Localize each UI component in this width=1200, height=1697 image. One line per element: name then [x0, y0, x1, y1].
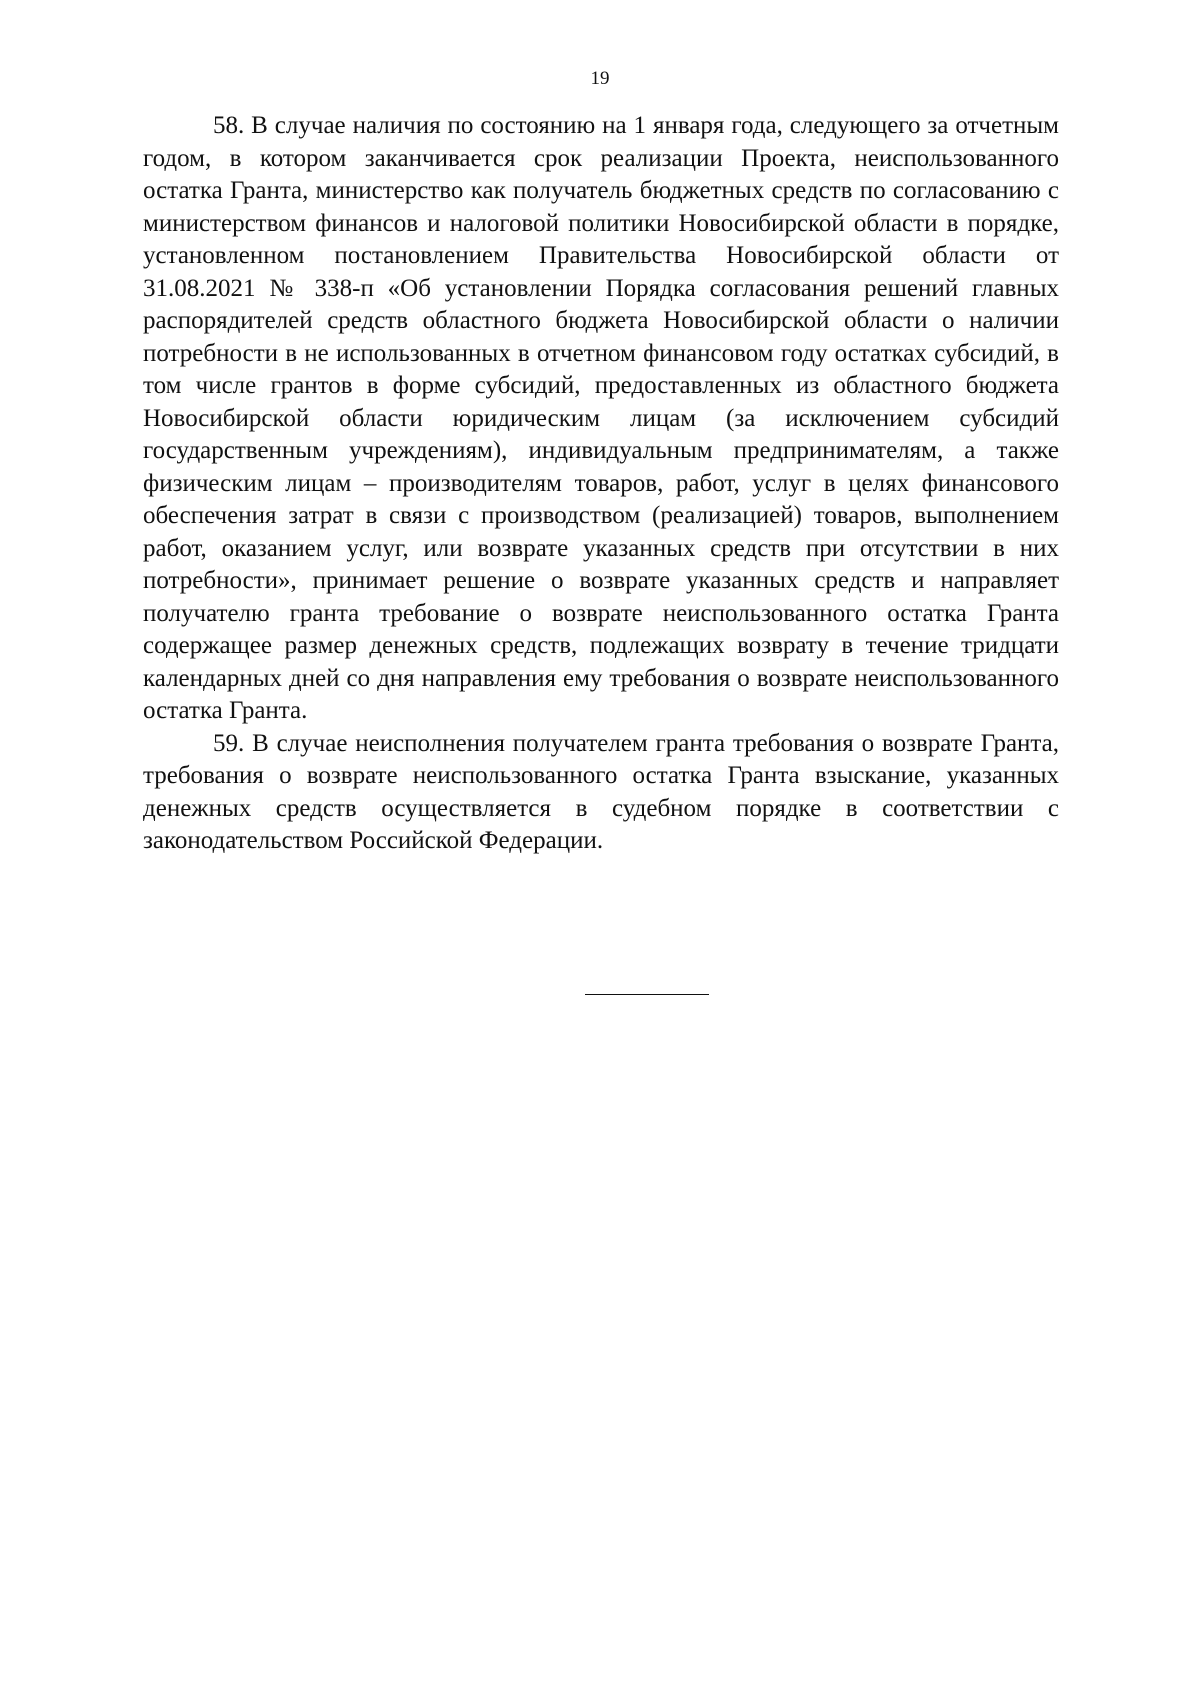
- paragraph-59: 59. В случае неисполнения получателем гранта требования о возврате Гранта, требования о возврате неиспользованного остатка Гранта взыскание, указанных денежных средств осуществляется в судебном порядке в соответствии с законодательством Российской Федерации.: [143, 729, 1059, 854]
- page-number: 19: [590, 68, 610, 89]
- document-body: [143, 110, 1059, 858]
- paragraph-58: 58. В случае наличия по состоянию на 1 января года, следующего за отчетным годом, в котором заканчивается срок реализации Проекта, неиспользованного остатка Гранта, министерство как получатель бюджетных средств по согласованию с министерством финансов и налоговой политики Новосибирской области в порядке, установленном постановлением Правительства Новосибирской области от 31.08.2021 № 338-п «Об установлении Порядка согласования решений главных распорядителей средств областного бюджета Новосибирской области о наличии потребности в не использованных в отчетном финансовом году остатках субсидий, в том числе грантов в форме субсидий, предоставленных из областного бюджета Новосибирской области юридическим лицам (за исключением субсидий государственным учреждениям), индивидуальным предпринимателям, а также физическим лицам – производителям товаров, работ, услуг в целях финансового обеспечения затрат в связи с производством (реализацией) товаров, выполнением работ, оказанием услуг, или возврате указанных средств при отсутствии в них потребности», принимает решение о возврате указанных средств и направляет получателю гранта требование о возврате неиспользованного остатка Гранта содержащее размер денежных средств, подлежащих возврату в течение тридцати календарных дней со дня направления ему требования о возврате неиспользованного остатка Гранта.: [143, 112, 1059, 724]
- end-of-document-rule: [585, 994, 709, 995]
